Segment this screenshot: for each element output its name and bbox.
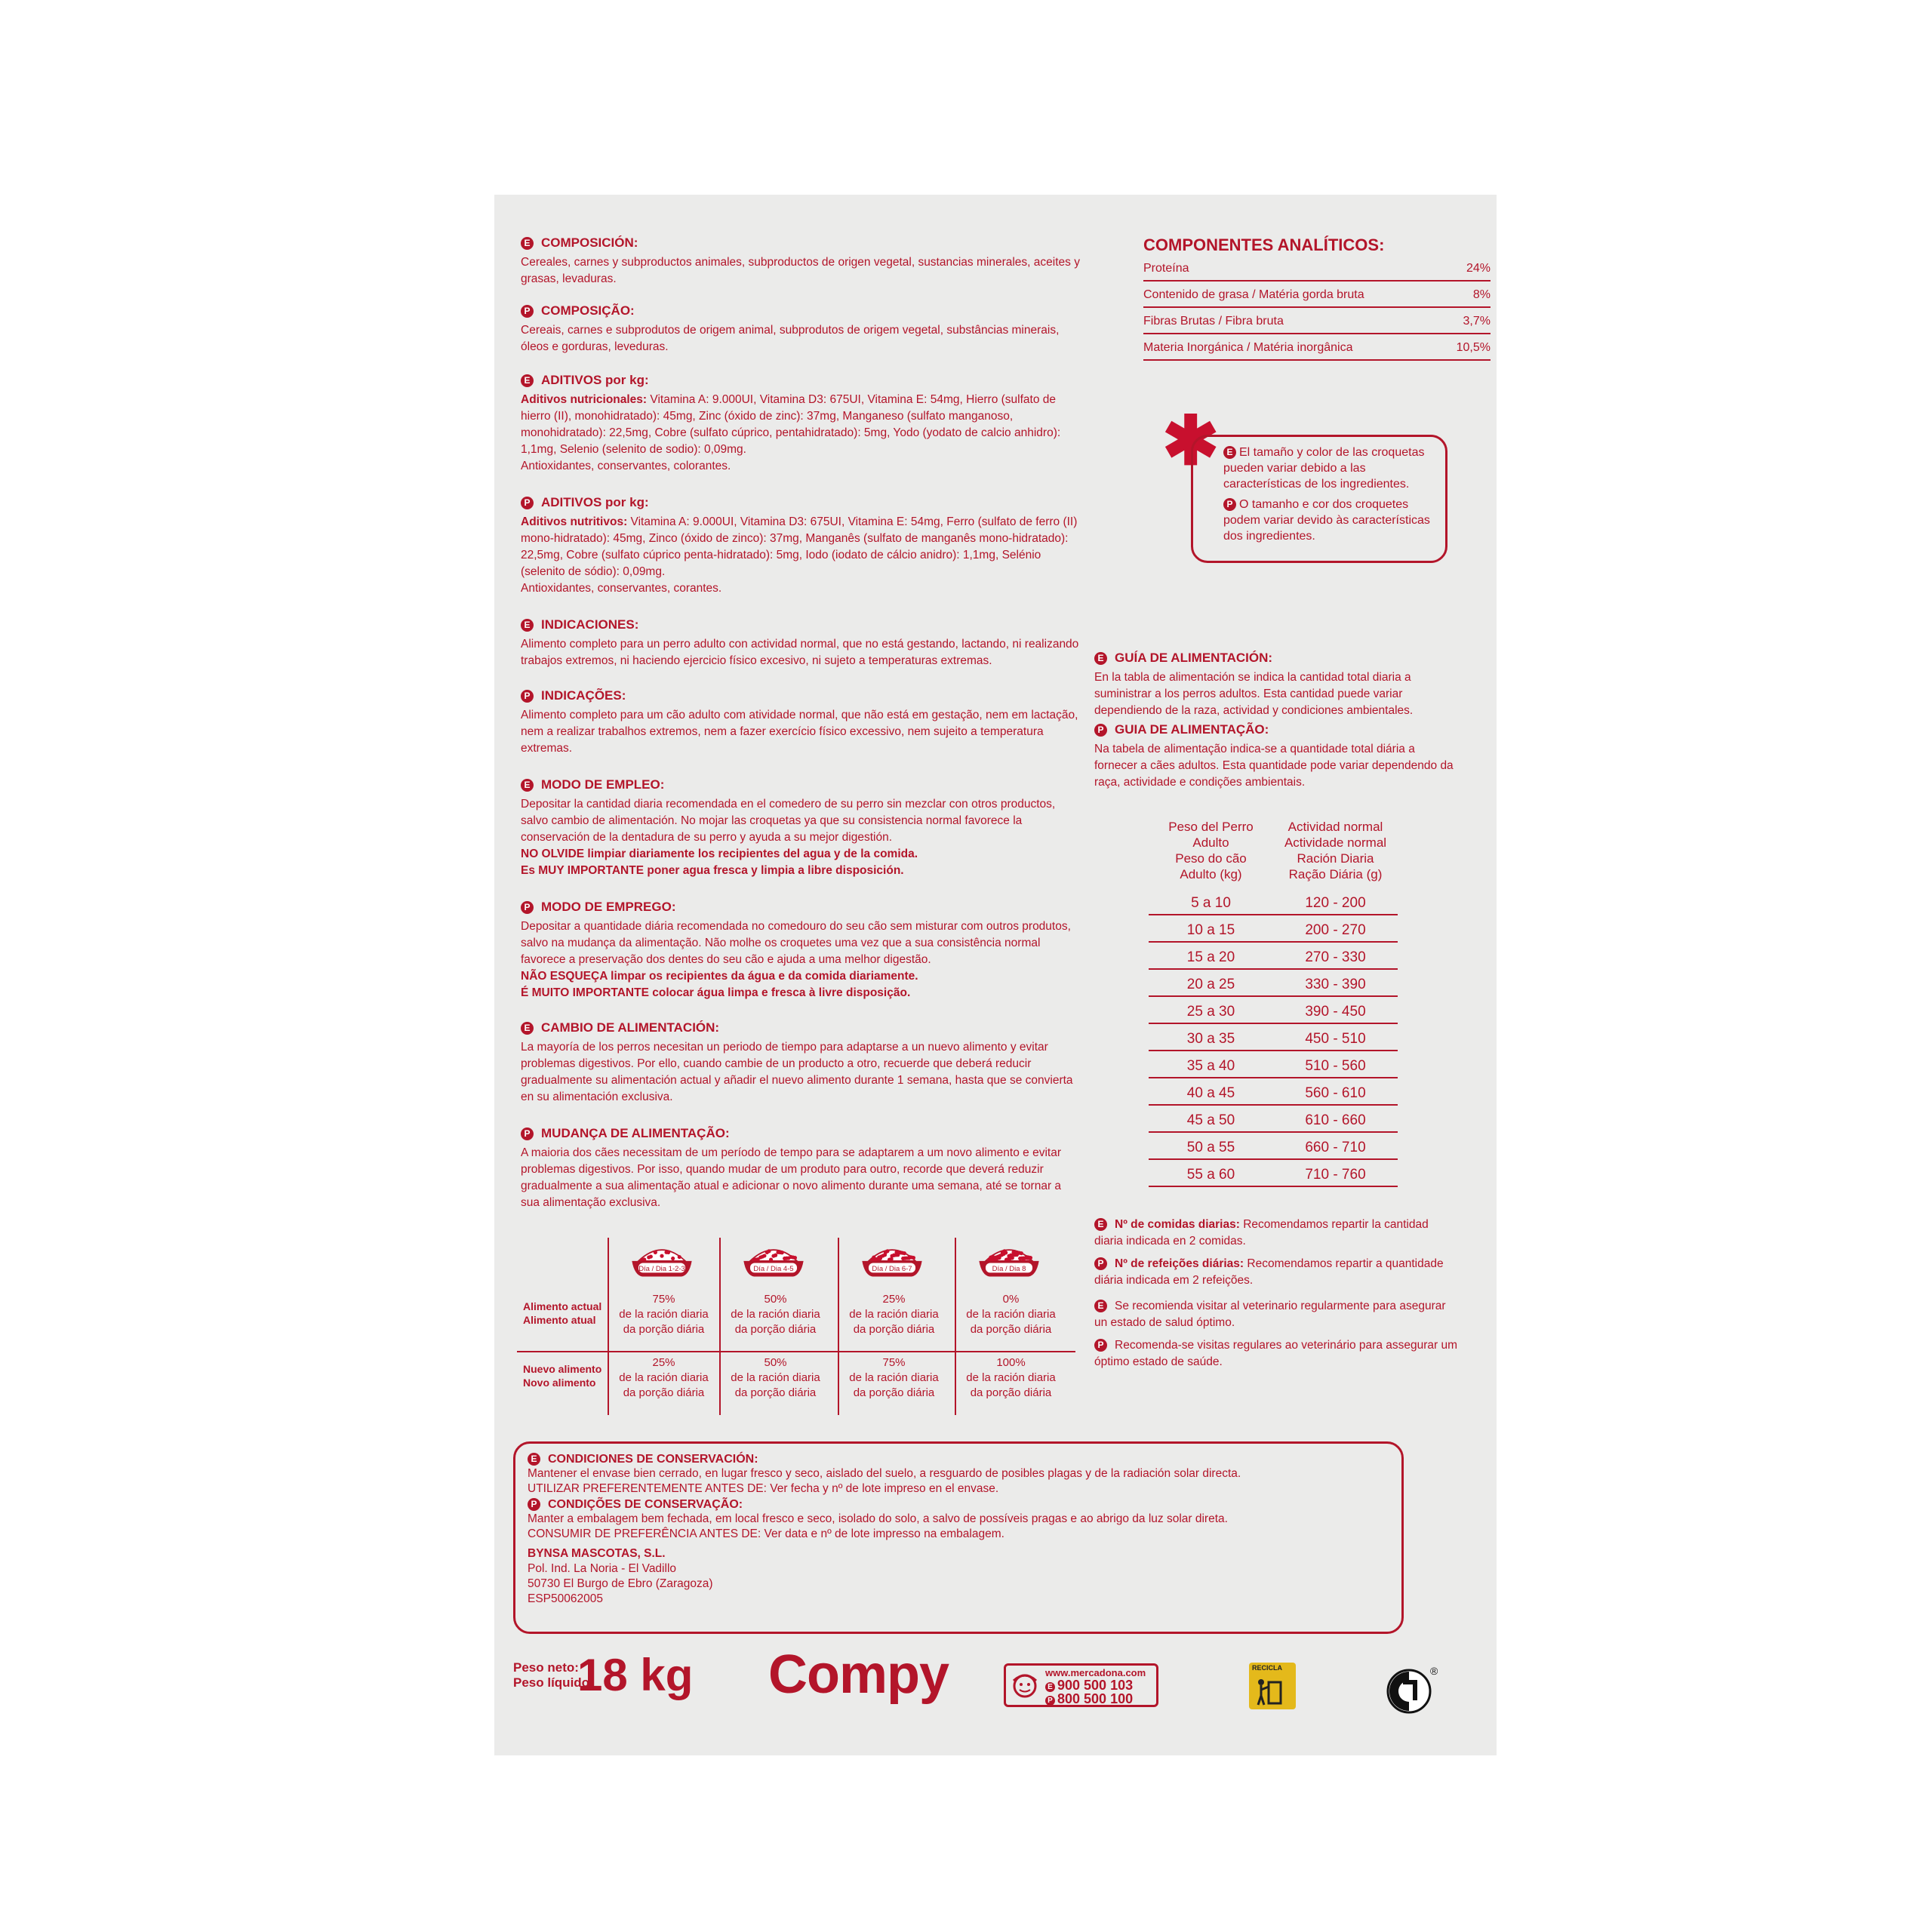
- percent-value: 0%: [1002, 1293, 1020, 1306]
- refeicoes-pt-text: Recomendamos repartir a quantidade diária indicada em 2 refeições.: [1094, 1257, 1444, 1287]
- analiticos-row: [1143, 255, 1491, 281]
- current-food-cell: [839, 1292, 949, 1337]
- mudanca-pt-text: A maioria dos cães necessitam de um período de tempo para se adaptarem a um novo alimento e evitar problemas digestivos. Por isso, quando mudar de um produto para outro, recorde que deverá reduzir gradualmente a sua alimentação atual e adicionar o novo alimento durante uma semana, até se tornar a sua alimentação exclusiva.: [521, 1146, 1062, 1209]
- analiticos-label: Proteína: [1143, 262, 1189, 275]
- lang-es-badge: E: [521, 779, 534, 792]
- daily-ration-cell: 710 - 760: [1305, 1167, 1366, 1183]
- kibble-dot: [649, 1254, 653, 1258]
- table-row: [1149, 1133, 1398, 1160]
- lang-pt-badge: P: [521, 901, 534, 914]
- recycle-bin-icon: [1249, 1663, 1296, 1709]
- table-divider: [517, 1351, 1075, 1352]
- weight-range-cell: 35 a 40: [1186, 1058, 1235, 1074]
- comidas-section: [1094, 1217, 1458, 1371]
- daily-ration-cell: 330 - 390: [1305, 977, 1366, 992]
- guia-pt-text: Na tabela de alimentação indica-se a quantidade total diária a fornecer a cães adultos. Esta quantidade pode variar dependendo da raça, actividade e condições ambientais.: [1094, 743, 1454, 789]
- table-row: [1149, 1051, 1398, 1078]
- kibble-dot: [774, 1254, 777, 1257]
- aditivos-es-lead: Aditivos nutricionales:: [521, 393, 648, 406]
- analiticos-value: 10,5%: [1456, 341, 1491, 354]
- lang-pt-badge: P: [521, 497, 534, 509]
- recicla-label: RECICLA: [1252, 1664, 1282, 1672]
- table-row: [1149, 1160, 1398, 1187]
- day-label: Día / Dia 6-7: [872, 1264, 912, 1273]
- kibble-dot: [883, 1253, 887, 1257]
- guia-section: [1094, 651, 1455, 791]
- kibble-dot: [767, 1249, 771, 1253]
- modo-pt-title: MODO DE EMPREGO:: [541, 900, 676, 914]
- mudanca-pt-section: [521, 1126, 1083, 1211]
- aditivos-pt-title: ADITIVOS por kg:: [541, 495, 649, 509]
- current-food-cell: [721, 1292, 830, 1337]
- asterisk-icon: ✱: [1162, 404, 1220, 479]
- modo-empleo-es-section: [521, 777, 1083, 879]
- lang-pt-badge: P: [1094, 724, 1107, 737]
- analiticos-row: [1143, 308, 1491, 334]
- row-label-new: Nuevo alimento Novo alimento: [523, 1363, 602, 1389]
- kibble-dot: [780, 1251, 784, 1254]
- food-bowl-icon: [740, 1241, 808, 1279]
- conservacion-box: [513, 1441, 1404, 1634]
- kibble-dot: [1011, 1256, 1014, 1260]
- lang-es-badge: E: [1223, 446, 1236, 459]
- kibble-dot: [1028, 1257, 1032, 1260]
- percent-value: 25%: [882, 1293, 906, 1306]
- analiticos-label: Contenido de grasa / Matéria gorda bruta: [1143, 288, 1364, 301]
- composicion-es-section: [521, 235, 1083, 288]
- analiticos-value: 8%: [1472, 288, 1491, 301]
- aditivos-es-extra: Antioxidantes, conservantes, colorantes.: [521, 460, 731, 472]
- modo-es-bold1: NO OLVIDE limpiar diariamente los recipientes del agua y de la comida.: [521, 848, 918, 860]
- aditivos-pt-text: Vitamina A: 9.000UI, Vitamina D3: 675UI, Vitamina E: 54mg, Ferro (sulfato de ferro (II) mono-hidratado): 45mg, Zinco (óxido de zinco): 37mg, Manganês (sulfato de manganês mono-hidratado): 22,5mg, Cobre (sulfato cúprico penta-hidratado): 5mg, Iodo (iodato de cálcio anidro): 1,1mg, Selénio (selenito de sódio): 0,09mg.: [521, 515, 1078, 578]
- modo-pt-bold2: É MUITO IMPORTANTE colocar água limpa e fresca à livre disposição.: [521, 986, 911, 999]
- lang-es-badge: E: [1094, 652, 1107, 665]
- modo-es-title: MODO DE EMPLEO:: [541, 777, 665, 792]
- indicacoes-pt-title: INDICAÇÕES:: [541, 688, 626, 703]
- percent-value: 50%: [764, 1356, 787, 1369]
- composicion-pt-section: [521, 303, 1083, 355]
- aditivos-es-section: [521, 373, 1083, 475]
- conservacion-pt-text1: Manter a embalagem bem fechada, em local fresco e seco, isolado do solo, a salvo de possíveis pragas e ao abrigo da luz solar direta.: [528, 1512, 1228, 1525]
- percent-value: 75%: [652, 1293, 675, 1306]
- kibble-dot: [907, 1256, 911, 1260]
- table-row: [1149, 997, 1398, 1024]
- kibble-dot: [997, 1256, 1001, 1260]
- portion-es-label: de la ración diaria: [619, 1308, 709, 1321]
- indicacoes-pt-text: Alimento completo para um cão adulto com atividade normal, que não está em gestação, nem em lactação, nem a realizar trabalhos extremos, nem a fazer exercício físico excessivo, nem sujeito a temperatura extremas.: [521, 709, 1078, 755]
- weight-range-cell: 30 a 35: [1186, 1031, 1235, 1047]
- percent-value: 25%: [652, 1356, 675, 1369]
- aditivos-pt-section: [521, 495, 1083, 597]
- table-row: [1149, 888, 1398, 915]
- day-label: Día / Dia 8: [992, 1264, 1026, 1273]
- company-address-2: 50730 El Burgo de Ebro (Zaragoza): [528, 1577, 713, 1590]
- composicion-pt-title: COMPOSIÇÃO:: [541, 303, 635, 318]
- daily-ration-cell: 270 - 330: [1305, 949, 1366, 965]
- aditivos-pt-lead: Aditivos nutritivos:: [521, 515, 628, 528]
- percent-value: 50%: [764, 1293, 787, 1306]
- weight-range-cell: 55 a 60: [1186, 1167, 1235, 1183]
- portion-es-label: de la ración diaria: [849, 1371, 939, 1384]
- modo-es-text: Depositar la cantidad diaria recomendada en el comedero de su perro sin mezclar con otros productos, salvo cambio de alimentación. No mojar las croquetas ya que su consistencia normal favorece la conservación de la dentadura de su perro y ayuda a su mejor digestión.: [521, 798, 1056, 844]
- modo-emprego-pt-section: [521, 900, 1083, 1001]
- croquetas-pt: O tamanho e cor dos croquetes podem variar devido às características dos ingredientes.: [1223, 498, 1430, 543]
- weight-range-cell: 10 a 15: [1186, 922, 1235, 938]
- comidas-es-lead: Nº de comidas diarias:: [1115, 1218, 1240, 1231]
- kibble-dot: [678, 1255, 681, 1259]
- percent-value: 100%: [996, 1356, 1026, 1369]
- lang-es-badge: E: [528, 1453, 540, 1466]
- new-food-cell: [721, 1355, 830, 1401]
- row-label-current: Alimento actual Alimento atual: [523, 1300, 602, 1326]
- guia-pt-title: GUIA DE ALIMENTAÇÃO:: [1115, 722, 1269, 737]
- kibble-dot: [666, 1251, 670, 1254]
- food-bowl-icon: [628, 1241, 696, 1279]
- kibble-dot: [793, 1256, 797, 1260]
- portion-es-label: de la ración diaria: [966, 1371, 1056, 1384]
- analiticos-title: COMPONENTES ANALÍTICOS:: [1143, 235, 1385, 254]
- portion-pt-label: da porção diária: [853, 1386, 935, 1399]
- modo-pt-bold1: NÃO ESQUEÇA limpar os recipientes da água e da comida diariamente.: [521, 970, 918, 983]
- aditivos-pt-extra: Antioxidantes, conservantes, corantes.: [521, 582, 722, 595]
- analiticos-label: Materia Inorgánica / Matéria inorgânica: [1143, 341, 1353, 354]
- feeding-table-body: [1149, 888, 1398, 1187]
- table-row: [1149, 970, 1398, 997]
- analiticos-label: Fibras Brutas / Fibra bruta: [1143, 315, 1284, 328]
- cambio-es-title: CAMBIO DE ALIMENTACIÓN:: [541, 1020, 720, 1035]
- kibble-dot: [786, 1257, 790, 1260]
- conservacion-es-text1: Mantener el envase bien cerrado, en lugar fresco y seco, aislado del suelo, a resguardo de posibles plagas y de la radiación solar directa.: [528, 1467, 1241, 1480]
- kibble-dot: [896, 1253, 900, 1257]
- kibble-dot: [1004, 1251, 1008, 1254]
- mercadona-web: www.mercadona.com: [1045, 1667, 1146, 1678]
- lang-es-badge: E: [521, 374, 534, 387]
- lang-es-badge: E: [521, 237, 534, 250]
- daily-ration-cell: 560 - 610: [1305, 1085, 1366, 1101]
- kibble-dot: [654, 1251, 657, 1254]
- percent-value: 75%: [882, 1356, 906, 1369]
- kibble-dot: [671, 1257, 675, 1260]
- current-food-cell: [956, 1292, 1066, 1337]
- portion-pt-label: da porção diária: [734, 1386, 817, 1399]
- aditivos-es-title: ADITIVOS por kg:: [541, 373, 649, 387]
- company-address-1: Pol. Ind. La Noria - El Vadillo: [528, 1562, 677, 1575]
- table-row: [1149, 915, 1398, 943]
- net-weight-label: Peso neto: Peso líquido:: [513, 1660, 594, 1690]
- daily-ration-cell: 510 - 560: [1305, 1058, 1366, 1074]
- analiticos-table: [1143, 255, 1491, 361]
- portion-es-label: de la ración diaria: [849, 1308, 939, 1321]
- weight-range-cell: 40 a 45: [1186, 1085, 1235, 1101]
- day-label: Día / Dia 1-2-3: [638, 1264, 685, 1273]
- modo-pt-text: Depositar a quantidade diária recomendada no comedouro do seu cão sem misturar com outros produtos, salvo na mudança da alimentação. Não molhe os croquetes uma vez que a sua consistência normal favorece a preservação dos dentes do seu cão e ajuda a uma melhor digestão.: [521, 920, 1071, 966]
- feeding-table: [1149, 819, 1398, 1187]
- indicacoes-pt-section: [521, 688, 1083, 757]
- indicaciones-es-section: [521, 617, 1083, 669]
- kibble-dot: [762, 1254, 766, 1257]
- lang-pt-badge: P: [1045, 1696, 1055, 1706]
- croquetas-es: El tamaño y color de las croquetas pueden variar debido a las características de los ingredientes.: [1223, 446, 1425, 491]
- customer-service-icon: [1009, 1672, 1041, 1700]
- food-bowl-icon: [858, 1241, 926, 1279]
- daily-ration-cell: 390 - 450: [1305, 1004, 1366, 1020]
- company-name: BYNSA MASCOTAS, S.L.: [528, 1547, 666, 1560]
- weight-range-cell: 15 a 20: [1186, 949, 1235, 965]
- lang-pt-badge: P: [521, 690, 534, 703]
- portion-es-label: de la ración diaria: [619, 1371, 709, 1384]
- weight-range-cell: 20 a 25: [1186, 977, 1235, 992]
- kibble-dot: [872, 1256, 875, 1260]
- guia-es-text: En la tabla de alimentación se indica la cantidad total diaria a suministrar a los perros adultos. Esta cantidad puede variar dependiendo de la raza, actividad y condiciones ambientales.: [1094, 671, 1414, 717]
- table-row: [1149, 943, 1398, 970]
- mudanca-pt-title: MUDANÇA DE ALIMENTAÇÃO:: [541, 1126, 730, 1140]
- lang-es-badge: E: [521, 619, 534, 632]
- lang-es-badge: E: [1045, 1682, 1055, 1692]
- daily-ration-cell: 610 - 660: [1305, 1112, 1366, 1128]
- new-food-cell: [839, 1355, 949, 1401]
- transition-table: [517, 1238, 1075, 1415]
- kibble-dot: [878, 1257, 882, 1260]
- brand-logo: Compy: [768, 1644, 949, 1705]
- mercadona-contact-box: [1004, 1663, 1158, 1707]
- net-weight-value: 18 kg: [577, 1650, 694, 1700]
- portion-pt-label: da porção diária: [734, 1323, 817, 1336]
- cambio-es-text: La mayoría de los perros necesitan un periodo de tiempo para adaptarse a un nuevo alimento y evitar problemas digestivos. Por ello, cuando cambie de un producto a otro, recuerde que deberá reducir gradualmente su alimentación actual y añadir el nuevo alimento durante 1 semana, hasta que se convierta en su alimentación exclusiva.: [521, 1041, 1073, 1103]
- green-dot-icon: [1385, 1664, 1438, 1717]
- kibble-dot: [991, 1254, 995, 1258]
- portion-es-label: de la ración diaria: [731, 1308, 820, 1321]
- analiticos-row: [1143, 281, 1491, 308]
- indicaciones-es-title: INDICACIONES:: [541, 617, 639, 632]
- lang-pt-badge: P: [528, 1498, 540, 1511]
- aditivos-es-text: Vitamina A: 9.000UI, Vitamina D3: 675UI, Vitamina E: 54mg, Hierro (sulfato de hierro (II), monohidratado): 45mg, Zinc (óxido de zinc): 37mg, Manganeso (sulfato manganoso, monohidratado): 22,5mg, Cobre (sulfato cúprico, pentahidratado): 5mg, Yodo (yodato de calcio anhidro): 1,1mg, Selenio (selenito de sodio): 0,09mg.: [521, 393, 1061, 456]
- weight-range-cell: 50 a 55: [1186, 1140, 1235, 1155]
- croquetas-note: [1191, 435, 1447, 563]
- conservacion-pt-text2: CONSUMIR DE PREFERÊNCIA ANTES DE: Ver data e nº de lote impresso na embalagem.: [528, 1527, 1004, 1540]
- weight-range-cell: 45 a 50: [1186, 1112, 1235, 1128]
- portion-pt-label: da porção diária: [970, 1386, 1052, 1399]
- kibble-dot: [642, 1257, 646, 1261]
- portion-pt-label: da porção diária: [623, 1386, 705, 1399]
- analiticos-row: [1143, 334, 1491, 361]
- kibble-dot: [756, 1257, 760, 1261]
- refeicoes-pt-lead: Nº de refeições diárias:: [1115, 1257, 1244, 1270]
- kibble-dot: [890, 1257, 894, 1261]
- new-food-cell: [956, 1355, 1066, 1401]
- current-food-cell: [609, 1292, 718, 1337]
- weight-range-cell: 25 a 30: [1186, 1004, 1235, 1020]
- conservacion-pt-title: CONDIÇÕES DE CONSERVAÇÃO:: [548, 1498, 743, 1511]
- guia-es-title: GUÍA DE ALIMENTACIÓN:: [1115, 651, 1273, 665]
- feeding-table-header: Peso del Perro Adulto Peso do cão Adulto (kg) Actividad normal Actividade normal Ración Diaria Ração Diária (g): [1168, 820, 1387, 881]
- portion-pt-label: da porção diária: [623, 1323, 705, 1336]
- lang-es-badge: E: [1094, 1300, 1107, 1312]
- composicion-es-text: Cereales, carnes y subproductos animales, subproductos de origen vegetal, sustancias minerales, aceites y grasas, levaduras.: [521, 256, 1080, 285]
- kibble-dot: [660, 1254, 663, 1258]
- lang-es-badge: E: [521, 1022, 534, 1035]
- comidas-es-text: Recomendamos repartir la cantidad diaria indicada en 2 comidas.: [1094, 1218, 1429, 1247]
- kibble-dot: [1015, 1253, 1019, 1257]
- analiticos-value: 24%: [1466, 262, 1491, 275]
- composicion-es-title: COMPOSICIÓN:: [541, 235, 638, 250]
- lang-pt-badge: P: [1094, 1257, 1107, 1270]
- kibble-dot: [912, 1256, 915, 1260]
- lang-pt-badge: P: [1094, 1339, 1107, 1352]
- portion-es-label: de la ración diaria: [731, 1371, 820, 1384]
- table-row: [1149, 1106, 1398, 1133]
- vet-pt-text: Recomenda-se visitas regulares ao veterinário para assegurar um óptimo estado de saúde.: [1094, 1339, 1458, 1368]
- table-row: [1149, 1024, 1398, 1051]
- daily-ration-cell: 660 - 710: [1305, 1140, 1366, 1155]
- lang-es-badge: E: [1094, 1218, 1107, 1231]
- portion-pt-label: da porção diária: [853, 1323, 935, 1336]
- phone-pt: 800 500 100: [1057, 1691, 1134, 1706]
- composicion-pt-text: Cereais, carnes e subprodutos de origem animal, subprodutos de origem vegetal, substâncias minerais, óleos e gorduras, leveduras.: [521, 324, 1060, 353]
- portion-pt-label: da porção diária: [970, 1323, 1052, 1336]
- lang-pt-badge: P: [521, 305, 534, 318]
- daily-ration-cell: 120 - 200: [1305, 895, 1366, 911]
- vet-es-text: Se recomienda visitar al veterinario regularmente para asegurar un estado de salud óptimo.: [1094, 1300, 1446, 1329]
- kibble-dot: [903, 1251, 906, 1255]
- conservacion-es-title: CONDICIONES DE CONSERVACIÓN:: [548, 1453, 758, 1466]
- conservacion-es-text2: UTILIZAR PREFERENTEMENTE ANTES DE: Ver fecha y nº de lote impreso en el envase.: [528, 1482, 999, 1495]
- registered-mark: ®: [1430, 1665, 1438, 1677]
- analiticos-value: 3,7%: [1463, 315, 1491, 328]
- analiticos-section: [1143, 235, 1491, 361]
- weight-range-cell: 5 a 10: [1191, 895, 1231, 911]
- indicaciones-es-text: Alimento completo para un perro adulto con actividad normal, que no está gestando, lactando, ni realizando trabajos extremos, ni haciendo ejercicio físico excesivo, ni sujeto a temperaturas extremas.: [521, 638, 1079, 667]
- lang-pt-badge: P: [521, 1128, 534, 1140]
- daily-ration-cell: 450 - 510: [1305, 1031, 1366, 1047]
- company-code: ESP50062005: [528, 1592, 603, 1605]
- kibble-dot: [885, 1249, 889, 1253]
- new-food-cell: [609, 1355, 718, 1401]
- portion-es-label: de la ración diaria: [966, 1308, 1056, 1321]
- day-label: Día / Dia 4-5: [753, 1264, 794, 1273]
- lang-pt-badge: P: [1223, 498, 1236, 511]
- cambio-es-section: [521, 1020, 1083, 1106]
- phone-es: 900 500 103: [1057, 1678, 1134, 1693]
- daily-ration-cell: 200 - 270: [1305, 922, 1366, 938]
- food-bowl-icon: [975, 1241, 1043, 1279]
- modo-es-bold2: Es MUY IMPORTANTE poner agua fresca y limpia a libre disposición.: [521, 864, 904, 877]
- kibble-dot: [1020, 1251, 1023, 1255]
- table-row: [1149, 1078, 1398, 1106]
